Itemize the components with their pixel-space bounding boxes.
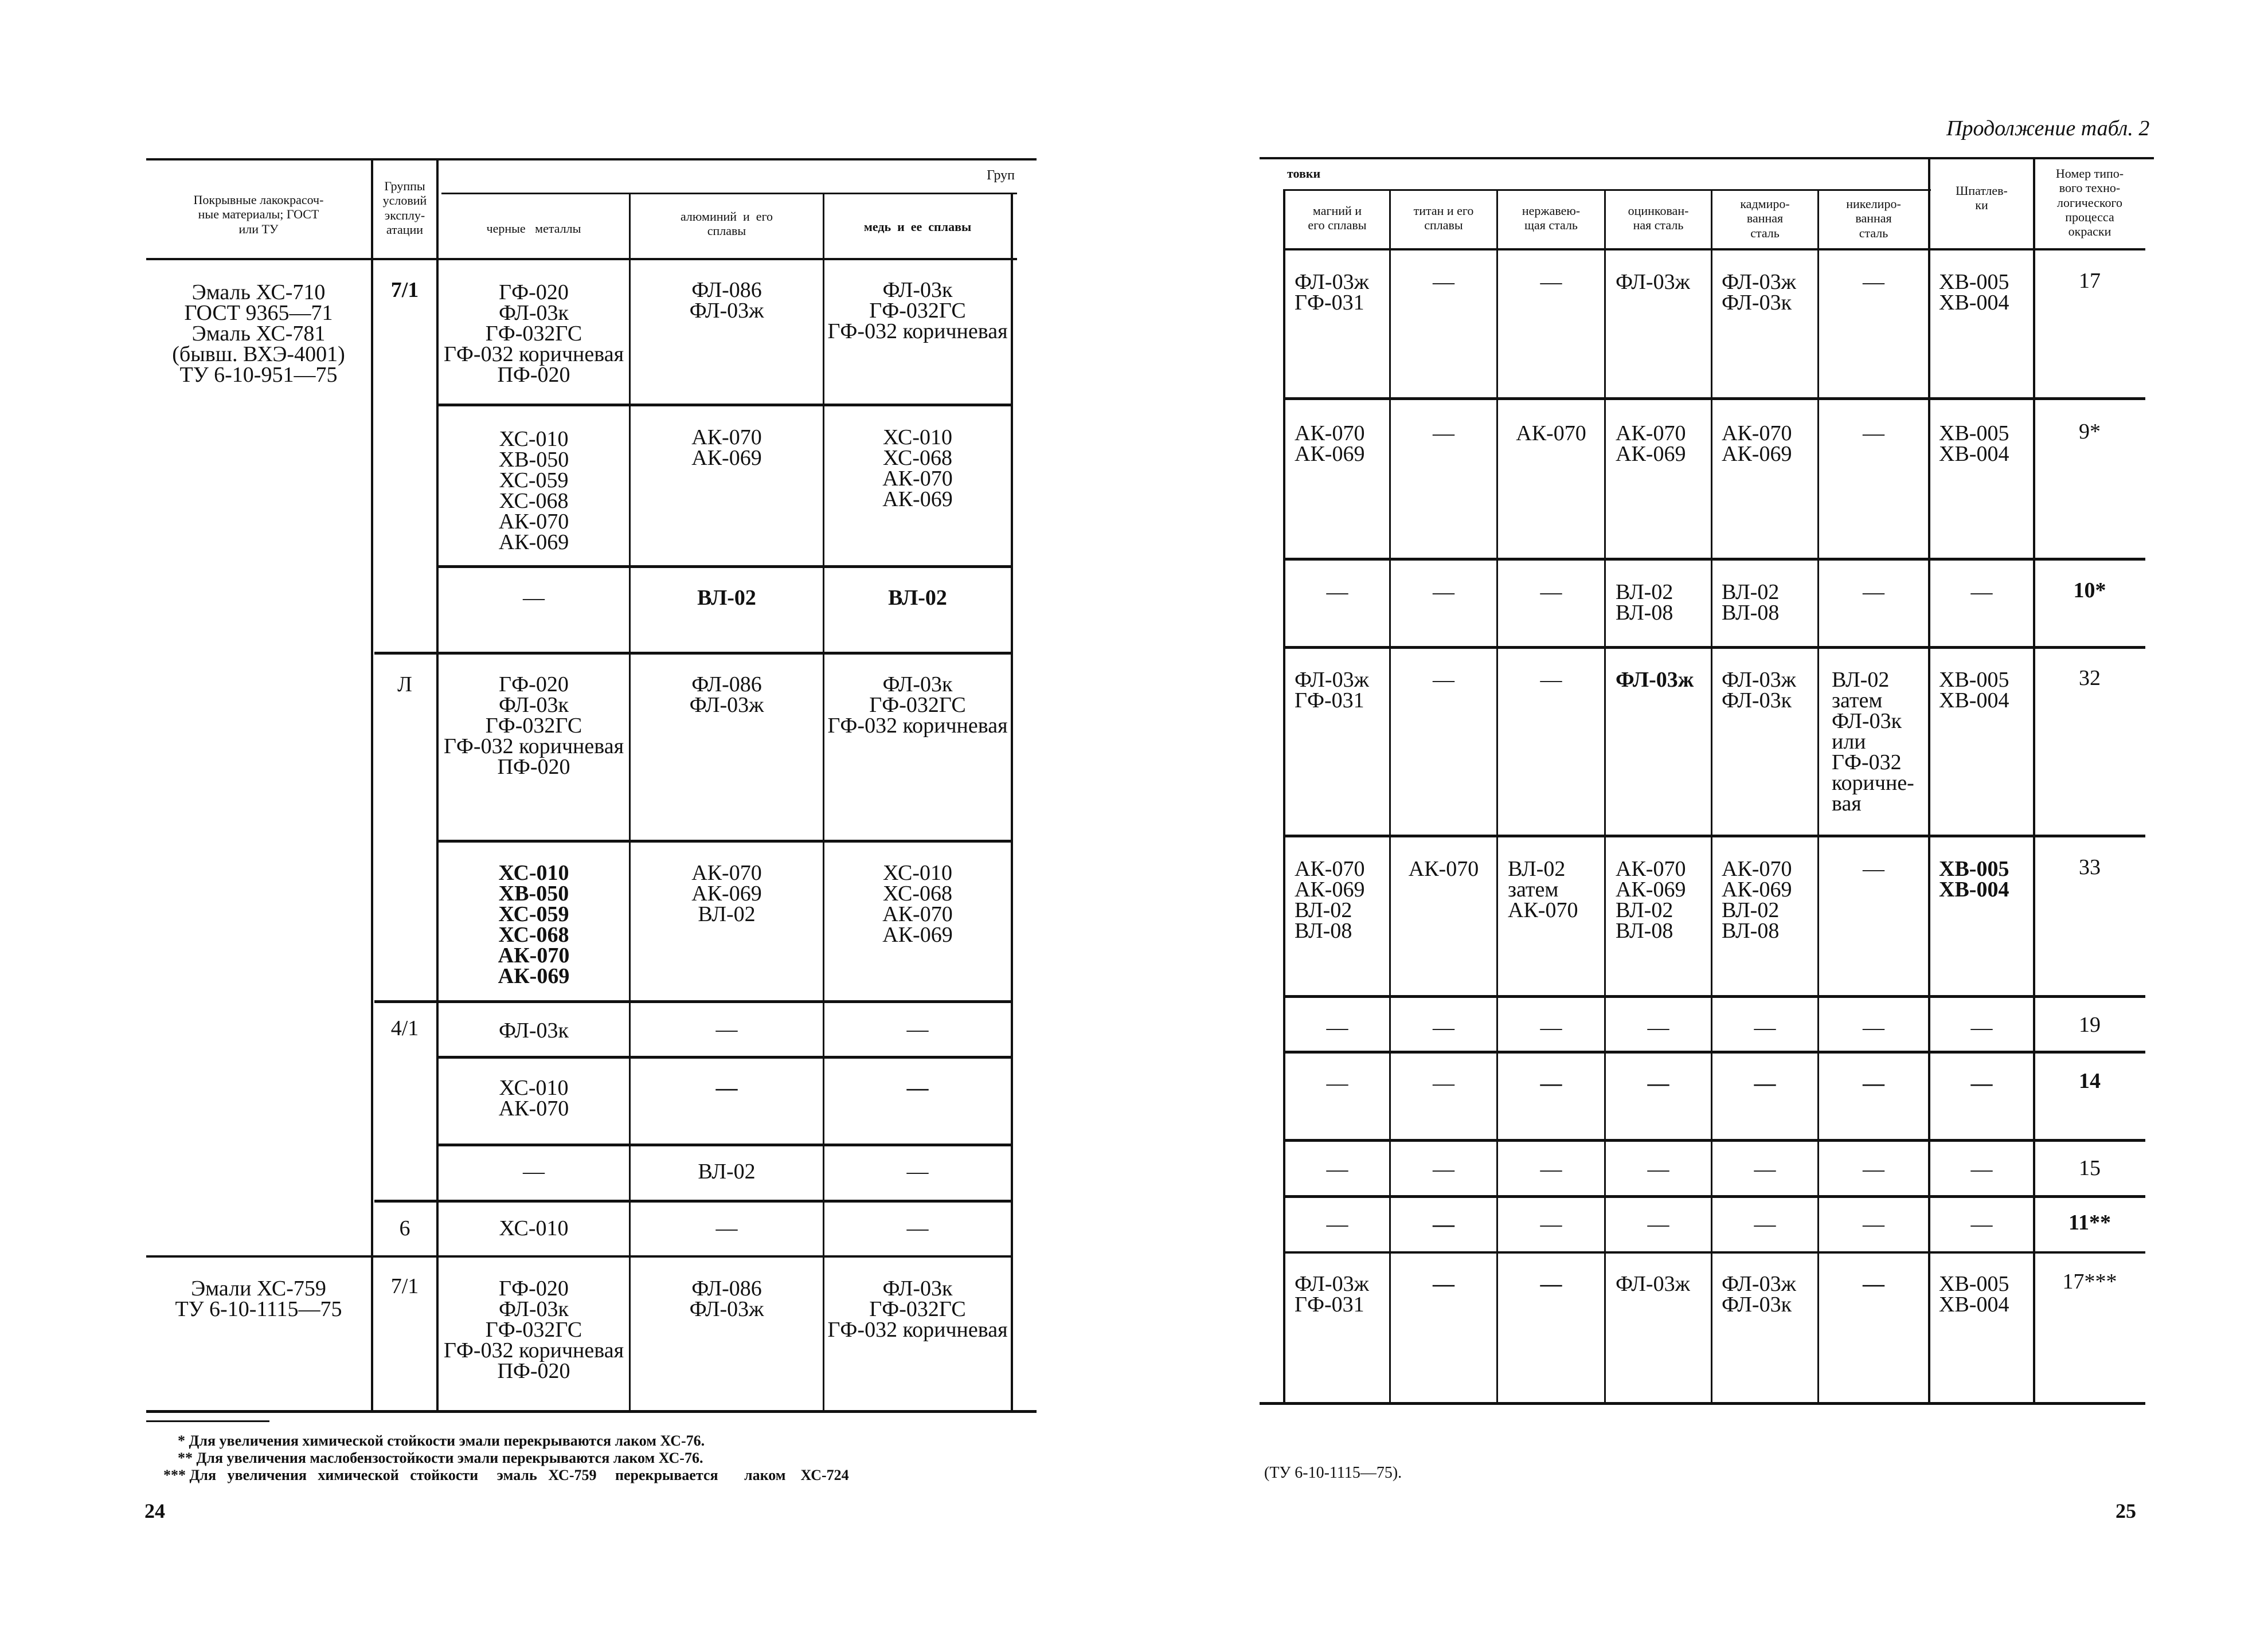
cell-copper: ФЛ-03к ГФ-032ГС ГФ-032 коричневая bbox=[827, 672, 1008, 738]
cell-cadmium: — bbox=[1754, 1016, 1776, 1040]
cell-magnesium: — bbox=[1326, 1212, 1348, 1236]
header-copper: медь и ее сплавы bbox=[863, 220, 972, 234]
cell-cadmium: АК-070 АК-069 ВЛ-02 ВЛ-08 bbox=[1722, 857, 1792, 943]
cell-copper: ВЛ-02 bbox=[888, 586, 947, 610]
rule bbox=[1011, 194, 1013, 1410]
cell-magnesium: ФЛ-03ж ГФ-031 bbox=[1295, 668, 1369, 712]
cell-magnesium: ФЛ-03ж ГФ-031 bbox=[1295, 1272, 1369, 1317]
rule bbox=[1285, 248, 2145, 250]
cell-magnesium: — bbox=[1326, 1157, 1348, 1181]
footnote-rule bbox=[146, 1420, 269, 1422]
cell-cadmium: — bbox=[1754, 1157, 1776, 1181]
cell-aluminum: ФЛ-086 ФЛ-03ж bbox=[689, 278, 764, 323]
group-code: 7/1 bbox=[390, 278, 419, 302]
cell-process: 32 bbox=[2079, 666, 2101, 690]
cell-titanium: — bbox=[1433, 580, 1454, 604]
rule bbox=[146, 258, 1017, 260]
cell-cadmium: ВЛ-02 ВЛ-08 bbox=[1722, 580, 1780, 625]
cell-cadmium: ФЛ-03ж ФЛ-03к bbox=[1722, 668, 1796, 712]
cell-aluminum: ФЛ-086 ФЛ-03ж bbox=[689, 672, 764, 717]
cell-putty: — bbox=[1970, 1157, 1993, 1181]
cell-galvanized: — bbox=[1647, 1016, 1669, 1040]
cell-ferrous: — bbox=[523, 586, 545, 610]
group-code: 4/1 bbox=[390, 1016, 419, 1040]
cell-process: 17 bbox=[2079, 269, 2101, 293]
material-name: Эмали ХС-759 ТУ 6-10-1115—75 bbox=[175, 1276, 342, 1321]
cell-nickel: — bbox=[1863, 1212, 1884, 1236]
rule bbox=[1260, 157, 2154, 159]
rule bbox=[1285, 1139, 2145, 1142]
cell-aluminum: ФЛ-086 ФЛ-03ж bbox=[689, 1276, 764, 1321]
header-gruppa: Груп bbox=[987, 168, 1015, 183]
cell-putty: — bbox=[1970, 1071, 1993, 1095]
cell-galvanized: АК-070 АК-069 bbox=[1616, 421, 1686, 466]
cell-ferrous: ФЛ-03к bbox=[498, 1019, 569, 1043]
cell-magnesium: — bbox=[1326, 1016, 1348, 1040]
header-groups: Группы условий эксплу- атации bbox=[382, 179, 427, 237]
rule bbox=[146, 1255, 1011, 1258]
header-material: Покрывные лакокрасоч- ные материалы; ГОСТ или ТУ bbox=[193, 193, 324, 236]
header-ferrous: черные металлы bbox=[486, 221, 581, 236]
cell-ferrous: ГФ-020 ФЛ-03к ГФ-032ГС ГФ-032 коричневая ПФ-020 bbox=[443, 672, 624, 779]
cell-nickel: — bbox=[1863, 421, 1884, 445]
page-number: 24 bbox=[144, 1499, 165, 1522]
cell-galvanized: ФЛ-03ж bbox=[1616, 668, 1694, 692]
cell-ferrous: — bbox=[523, 1160, 545, 1184]
cell-stainless: — bbox=[1540, 1071, 1562, 1095]
cell-putty: — bbox=[1970, 1016, 1993, 1040]
cell-process: 33 bbox=[2079, 855, 2101, 879]
cell-putty: ХВ-005 ХВ-004 bbox=[1939, 421, 2009, 466]
cell-copper: ХС-010 ХС-068 АК-070 АК-069 bbox=[882, 425, 953, 511]
cell-putty: ХВ-005 ХВ-004 bbox=[1939, 857, 2009, 902]
cell-cadmium: — bbox=[1754, 1071, 1776, 1095]
header-tovki: товки bbox=[1287, 166, 1321, 181]
rule bbox=[1285, 1195, 2145, 1198]
cell-ferrous: ХС-010 ХВ-050 ХС-059 ХС-068 АК-070 АК-069 bbox=[498, 427, 569, 554]
cell-ferrous: ГФ-020 ФЛ-03к ГФ-032ГС ГФ-032 коричневая ПФ-020 bbox=[443, 280, 624, 387]
cell-copper: ФЛ-03к ГФ-032ГС ГФ-032 коричневая bbox=[827, 1276, 1008, 1342]
cell-aluminum: ВЛ-02 bbox=[697, 586, 756, 610]
rule bbox=[1285, 646, 2145, 649]
cell-titanium: — bbox=[1433, 1016, 1454, 1040]
cell-nickel: — bbox=[1863, 580, 1884, 604]
cell-ferrous: ХС-010 bbox=[499, 1216, 569, 1240]
rule bbox=[1285, 835, 2145, 837]
cell-titanium: — bbox=[1433, 1212, 1454, 1236]
cell-titanium: — bbox=[1433, 1272, 1454, 1296]
cell-titanium: — bbox=[1433, 668, 1454, 692]
cell-stainless: — bbox=[1540, 1272, 1562, 1296]
rule bbox=[146, 1410, 1037, 1413]
header-stainless: нержавею- щая сталь bbox=[1522, 203, 1581, 233]
cell-nickel: — bbox=[1863, 1272, 1884, 1296]
cell-magnesium: — bbox=[1326, 1071, 1348, 1095]
cell-putty: ХВ-005 ХВ-004 bbox=[1939, 1272, 2009, 1317]
rule bbox=[438, 840, 1011, 843]
header-aluminum: алюминий и его сплавы bbox=[680, 209, 773, 238]
header-galvanized: оцинкован- ная сталь bbox=[1628, 203, 1689, 233]
cell-aluminum: — bbox=[715, 1076, 738, 1100]
cell-titanium: АК-070 bbox=[1408, 857, 1479, 881]
cell-galvanized: ВЛ-02 ВЛ-08 bbox=[1616, 580, 1673, 625]
cell-aluminum: — bbox=[715, 1017, 738, 1041]
cell-process: 19 bbox=[2079, 1013, 2101, 1037]
footnote-continuation: (ТУ 6-10-1115—75). bbox=[1264, 1464, 1402, 1482]
cell-titanium: — bbox=[1433, 1157, 1454, 1181]
cell-process: 14 bbox=[2079, 1069, 2101, 1093]
cell-putty: ХВ-005 ХВ-004 bbox=[1939, 668, 2009, 712]
cell-aluminum: АК-070 АК-069 bbox=[691, 425, 762, 470]
cell-nickel: — bbox=[1863, 1157, 1884, 1181]
cell-process: 11** bbox=[2068, 1211, 2111, 1235]
rule bbox=[438, 1144, 1011, 1146]
cell-titanium: — bbox=[1433, 270, 1454, 294]
page-number: 25 bbox=[2116, 1499, 2136, 1522]
cell-galvanized: — bbox=[1647, 1071, 1669, 1095]
cell-magnesium: АК-070 АК-069 bbox=[1295, 421, 1365, 466]
cell-titanium: — bbox=[1433, 421, 1454, 445]
cell-ferrous: ХС-010 ХВ-050 ХС-059 ХС-068 АК-070 АК-069 bbox=[498, 861, 570, 988]
rule bbox=[438, 404, 1011, 406]
cell-galvanized: — bbox=[1647, 1212, 1669, 1236]
cell-galvanized: — bbox=[1647, 1157, 1669, 1181]
cell-copper: — bbox=[906, 1216, 929, 1240]
cell-stainless: ВЛ-02 затем АК-070 bbox=[1508, 857, 1578, 922]
cell-galvanized: АК-070 АК-069 ВЛ-02 ВЛ-08 bbox=[1616, 857, 1686, 943]
rule bbox=[1285, 558, 2145, 561]
material-name: Эмаль ХС-710 ГОСТ 9365—71 Эмаль ХС-781 (бывш. ВХЭ-4001) ТУ 6-10-951—75 bbox=[172, 280, 345, 387]
rule bbox=[441, 193, 1017, 194]
cell-copper: ХС-010 ХС-068 АК-070 АК-069 bbox=[882, 861, 953, 947]
cell-stainless: — bbox=[1540, 580, 1562, 604]
header-titanium: титан и его сплавы bbox=[1413, 203, 1474, 233]
cell-stainless: — bbox=[1540, 1016, 1562, 1040]
cell-ferrous: ГФ-020 ФЛ-03к ГФ-032ГС ГФ-032 коричневая ПФ-020 bbox=[443, 1276, 624, 1383]
cell-cadmium: — bbox=[1754, 1212, 1776, 1236]
cell-stainless: — bbox=[1540, 270, 1562, 294]
cell-cadmium: АК-070 АК-069 bbox=[1722, 421, 1792, 466]
cell-process: 17*** bbox=[2062, 1270, 2117, 1294]
cell-copper: ФЛ-03к ГФ-032ГС ГФ-032 коричневая bbox=[827, 278, 1008, 343]
cell-ferrous: ХС-010 АК-070 bbox=[498, 1076, 569, 1121]
header-magnesium: магний и его сплавы bbox=[1308, 203, 1367, 233]
cell-galvanized: ФЛ-03ж bbox=[1616, 270, 1690, 294]
rule bbox=[374, 1200, 1011, 1203]
rule bbox=[374, 1000, 1011, 1003]
cell-putty: — bbox=[1970, 580, 1993, 604]
cell-nickel: — bbox=[1863, 270, 1884, 294]
cell-magnesium: ФЛ-03ж ГФ-031 bbox=[1295, 270, 1369, 315]
header-nickel: никелиро- ванная сталь bbox=[1846, 197, 1901, 240]
cell-putty: — bbox=[1970, 1212, 1993, 1236]
cell-aluminum: АК-070 АК-069 ВЛ-02 bbox=[691, 861, 762, 926]
cell-magnesium: — bbox=[1326, 580, 1348, 604]
rule bbox=[1260, 1402, 2145, 1405]
group-code: Л bbox=[397, 672, 412, 696]
rule bbox=[1285, 1251, 2145, 1254]
rule bbox=[1285, 397, 2145, 400]
cell-nickel: — bbox=[1863, 1071, 1884, 1095]
cell-process: 9* bbox=[2079, 420, 2101, 444]
group-code: 6 bbox=[399, 1216, 410, 1240]
footnote: ** Для увеличения маслобензостойкости эмали перекрываются лаком ХС-76. bbox=[178, 1450, 703, 1466]
group-code: 7/1 bbox=[390, 1274, 419, 1298]
cell-titanium: — bbox=[1433, 1071, 1454, 1095]
cell-cadmium: ФЛ-03ж ФЛ-03к bbox=[1722, 1272, 1796, 1317]
header-process: Номер типо- вого техно- логического процесса окраски bbox=[2055, 166, 2124, 239]
cell-process: 10* bbox=[2073, 578, 2106, 602]
cell-copper: — bbox=[906, 1160, 929, 1184]
rule bbox=[438, 1056, 1011, 1059]
cell-galvanized: ФЛ-03ж bbox=[1616, 1272, 1690, 1296]
footnote: *** Для увеличения химической стойкости эмаль ХС-759 перекрывается лаком ХС-724 bbox=[163, 1467, 849, 1483]
header-putty: Шпатлев- ки bbox=[1956, 183, 2008, 213]
rule bbox=[374, 652, 1011, 655]
cell-process: 15 bbox=[2079, 1156, 2101, 1180]
cell-copper: — bbox=[906, 1017, 929, 1041]
rule bbox=[1285, 995, 2145, 998]
cell-magnesium: АК-070 АК-069 ВЛ-02 ВЛ-08 bbox=[1295, 857, 1365, 943]
cell-stainless: — bbox=[1540, 1157, 1562, 1181]
cell-stainless: — bbox=[1540, 668, 1562, 692]
cell-nickel: — bbox=[1863, 857, 1884, 881]
footnote: * Для увеличения химической стойкости эмали перекрываются лаком ХС-76. bbox=[178, 1432, 705, 1449]
cell-nickel: — bbox=[1863, 1016, 1884, 1040]
cell-copper: — bbox=[906, 1076, 929, 1100]
rule bbox=[1285, 1051, 2145, 1054]
cell-stainless: — bbox=[1540, 1212, 1562, 1236]
rule bbox=[438, 565, 1011, 568]
continuation-title: Продолжение табл. 2 bbox=[1946, 116, 2150, 140]
cell-putty: ХВ-005 ХВ-004 bbox=[1939, 270, 2009, 315]
cell-aluminum: ВЛ-02 bbox=[698, 1160, 756, 1184]
cell-aluminum: — bbox=[715, 1216, 738, 1240]
header-cadmium: кадмиро- ванная сталь bbox=[1740, 197, 1790, 240]
rule bbox=[146, 158, 1037, 160]
cell-nickel: ВЛ-02 затем ФЛ-03к или ГФ-032 коричне- вая bbox=[1832, 668, 1914, 816]
cell-stainless: АК-070 bbox=[1516, 421, 1586, 445]
cell-cadmium: ФЛ-03ж ФЛ-03к bbox=[1722, 270, 1796, 315]
rule bbox=[1285, 189, 1931, 191]
